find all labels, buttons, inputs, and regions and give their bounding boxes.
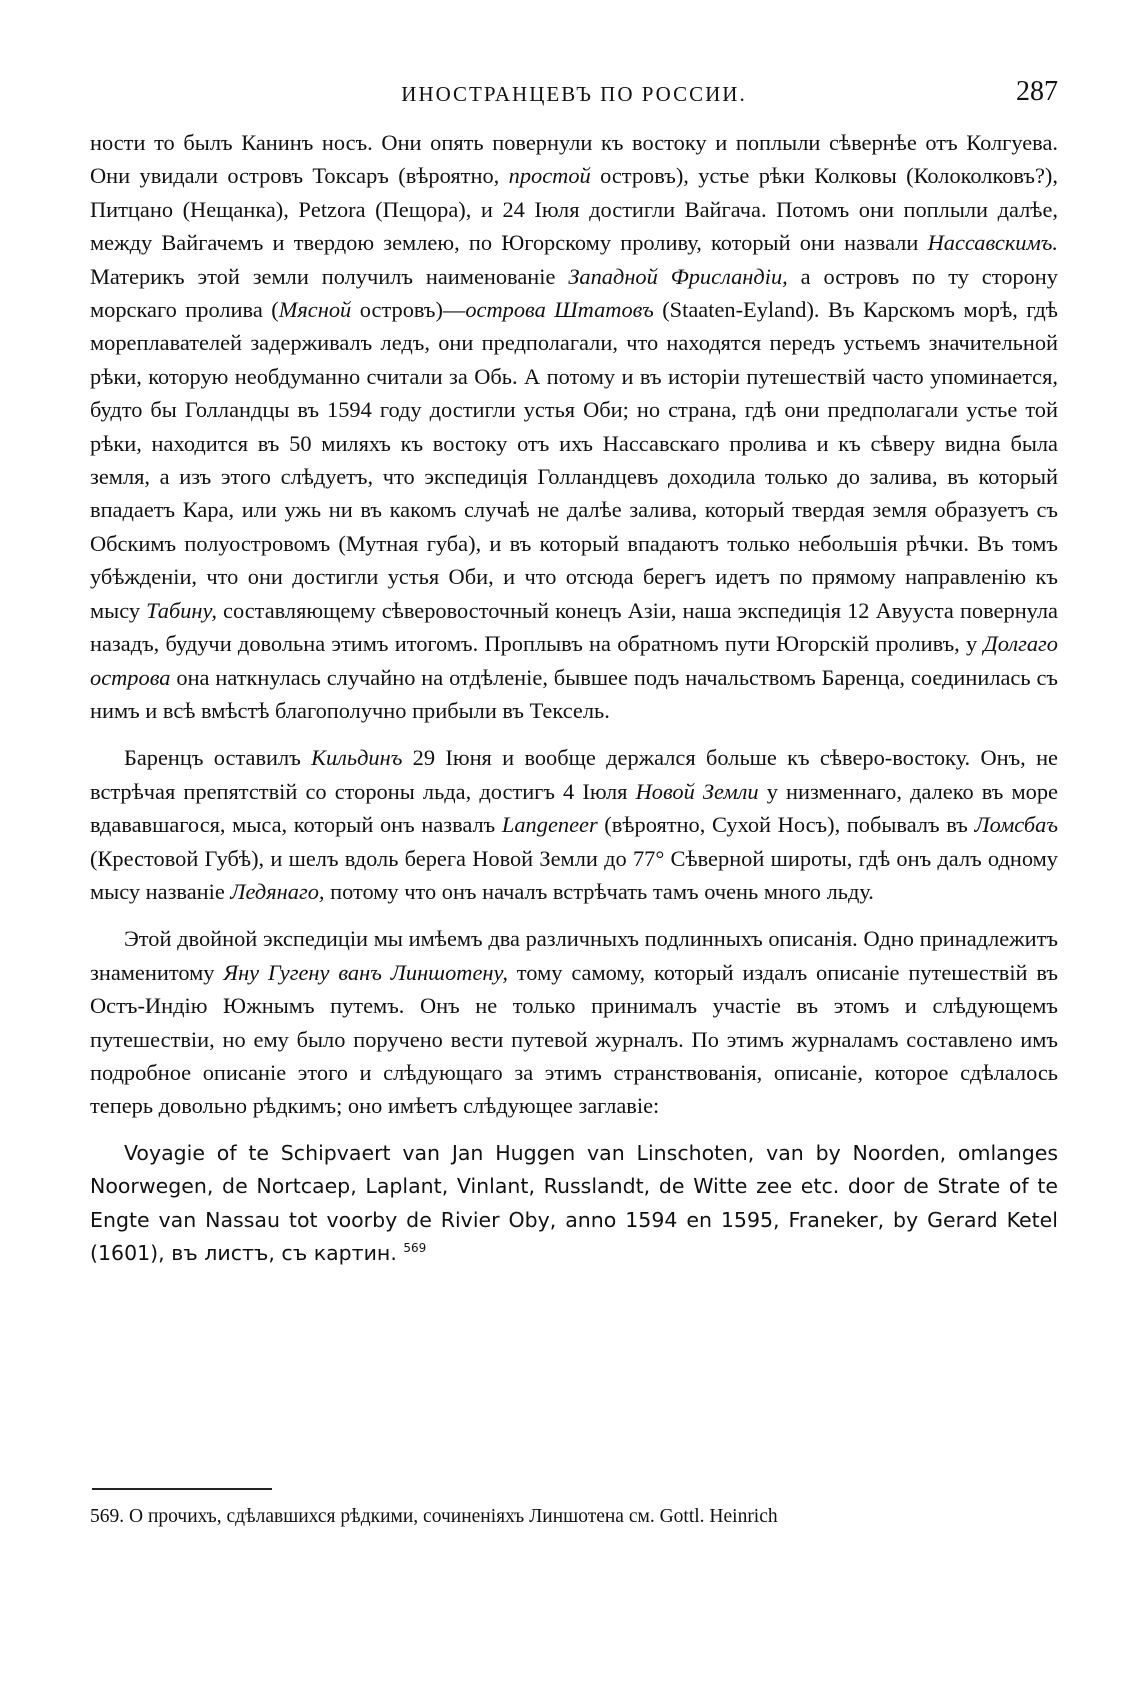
page-number: 287 [1016,76,1058,107]
footnote: 569. О прочихъ, сдѣлавшихся рѣдкими, сочиненіяхъ Линшотена см. Gottl. Heinrich [90,1506,778,1527]
footnote-divider [92,1488,272,1490]
body-text [90,126,1058,1270]
text-run: (вѣроятно, Сухой Носъ), побывалъ въ [597,812,975,838]
emphasis-text: острова Штатовъ [465,297,654,323]
text-run: а островъ по ту сторону морскаго пролива ( [90,263,1058,323]
text-run: она наткнулась случайно на отдѣленіе, бывшее подъ начальствомъ Баренца, соединилась съ нимъ и всѣ вмѣстѣ благополучно прибыли въ Тексель. [90,664,1058,723]
emphasis-text: Западной Фрисландіи, [568,263,788,289]
emphasis-text: Ледянаго, [230,878,325,904]
text-run: Этой двойной экспедиціи мы имѣемъ два различныхъ подлинныхъ описанія. Одно принадлежитъ знаменитому [90,926,1058,985]
text-run: (Staaten-Eyland). Въ Карскомъ морѣ, гдѣ мореплавателей задерживалъ ледъ, они предполагали, что находятся передъ устьемъ значительной рѣки, которую необдуманно считали за Обь. А потому и въ исторіи путешествій часто упоминается, будто бы Голландцы въ 1594 году достигли устья Оби; но страна, гдѣ они предполагали устье той рѣки, находится въ 50 миляхъ къ востоку отъ ихъ Нассавскаго пролива и къ сѣверу видна была земля, а изъ этого слѣдуетъ, что экспедиція Голландцевъ доходила только до залива, въ который впадаетъ Кара, или ужь ни въ какомъ случаѣ не далѣе залива, который твердая земля образуетъ съ Обскимъ полуостровомъ (Мутная губа), и въ который впадаютъ только небольшія рѣчки. Въ томъ убѣжденіи, что они достигли устья Оби, и что отсюда берегъ идетъ по прямому направленію къ мысу [90,297,1058,623]
emphasis-text: простой [508,163,591,189]
citation-title [90,1137,1058,1271]
text-run: (Крестовой Губѣ), и шелъ вдоль берега Новой Земли до 77° Сѣверной широты, гдѣ онъ далъ одному мысу названіе [90,845,1058,904]
text-run: Материкъ этой земли получилъ наименованіе [90,263,569,289]
paragraph-1 [90,126,1058,727]
paragraph-3 [90,922,1058,1122]
emphasis-text: Табину, [146,597,217,623]
emphasis-text: Новой Земли [635,778,759,804]
emphasis-text: Долгаго острова [90,631,1058,690]
text-run: у низменнаго, далеко въ море вдававшагося, мыса, который онъ назвалъ [90,778,1058,838]
text-run: островъ)— [351,297,466,323]
emphasis-text: Мясной [278,297,352,323]
text-run: потому что онъ началъ встрѣчать тамъ очень много льду. [324,878,874,904]
paragraph-2 [90,741,1058,908]
text-run: 29 Іюня и вообще держался больше къ сѣверо-востоку. Онъ, не встрѣчая препятствій со стороны льда, достигъ 4 Іюля [90,745,1058,804]
emphasis-text: Нассавскимъ. [927,230,1058,256]
page-header [90,76,1058,116]
footnote-reference: 569 [403,1241,427,1255]
text-run: ности то былъ Канинъ носъ. Они опять повернули къ востоку и поплыли сѣвернѣе отъ Колгуева. Они увидали островъ Токсаръ (вѣроятно, [90,130,1058,189]
emphasis-text: Langeneer [501,812,598,838]
running-title: ИНОСТРАНЦЕВЪ ПО РОССИИ. [401,82,747,106]
text-run: тому самому, который издалъ описаніе путешествій въ Остъ-Индію Южнымъ путемъ. Онъ не только принималъ участіе въ этомъ и слѣдующемъ путешествіи, но ему было поручено вести путевой журналъ. По этимъ журналамъ составлено имъ подробное описаніе этого и слѣдующаго за этимъ странствованія, описаніе, которое сдѣлалось теперь довольно рѣдкимъ; оно имѣетъ слѣдующее заглавіе: [90,959,1059,1119]
text-run: Баренцъ оставилъ [124,745,312,771]
text-run: составляющему сѣверовосточный конецъ Азіи, наша экспедиція 12 Авууста повернула назадъ, будучи довольна этимъ итогомъ. Проплывъ на обратномъ пути Югорскій проливъ, у [90,597,1058,657]
emphasis-text: Яну Гугену ванъ Линшотену, [223,959,508,985]
emphasis-text: Ломсбаъ [974,812,1058,838]
emphasis-text: Кильдинъ [311,745,403,771]
citation-text: Voyagie of te Schipvaert van Jan Huggen van Linschoten, van by Noorden, omlanges Noorwegen, de Nortcaep, Laplant, Vinlant, Russlandt, de Witte zee etc. door de Strate of te Engte van Nassau tot voorby de Rivier Oby, anno 1594 en 1595, Franeker, by Gerard Ketel (1601), въ листъ, съ картин. [90,1140,1058,1265]
text-run: островъ), устье рѣки Колковы (Колоколковъ?), Питцано (Нещанка), Petzora (Пещора), и 24 Іюля достигли Вайгача. Потомъ они поплыли далѣе, между Вайгачемъ и твердою землею, по Югорскому проливу, который они назвали [90,163,1058,256]
